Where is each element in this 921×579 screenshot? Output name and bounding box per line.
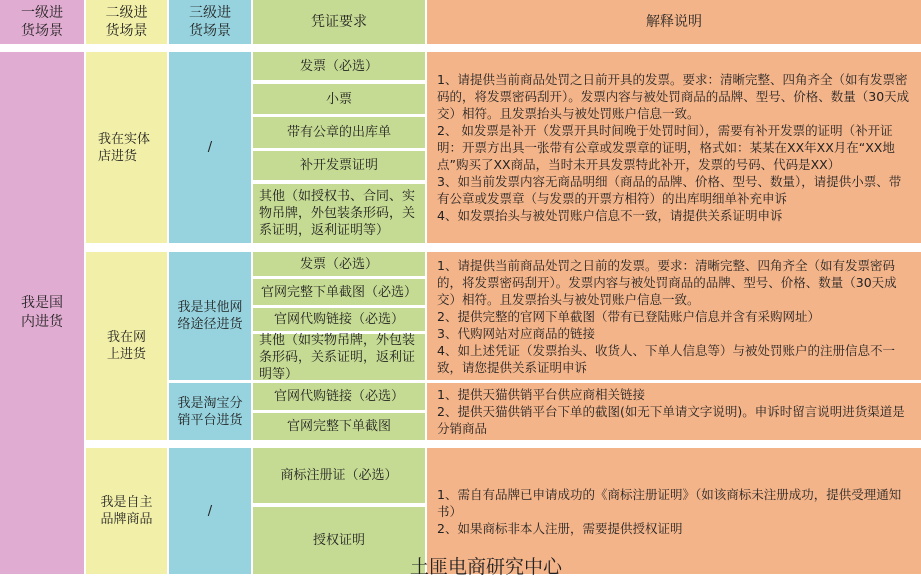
requirement-item: 官网完整下单截图 bbox=[253, 413, 425, 440]
requirement-item: 小票 bbox=[253, 84, 425, 114]
requirement-item: 官网代购链接（必选） bbox=[253, 308, 425, 331]
level2-online: 我在网 上进货 bbox=[86, 252, 167, 440]
requirement-item: 授权证明 bbox=[253, 507, 425, 574]
header-requirements: 凭证要求 bbox=[253, 0, 425, 44]
explanation-other-online: 1、请提供当前商品处罚之日前的发票。要求：清晰完整、四角齐全（如有发票密码的，将发票密码刮开）。发票内容与被处罚商品的品牌、型号、价格、数量（30天成交）相符。且发票抬头与被处罚账户信息一致。 2、提供完整的官网下单截图（带有已登陆账户信息并含有采购网址） 3、代购网站对应商品的链接 4、如上述凭证（发票抬头、收货人、下单人信息等）与被处罚账户的注册信息不一致，请您提供关系证明申诉 bbox=[427, 252, 921, 380]
watermark: 土匪电商研究中心 bbox=[410, 556, 563, 578]
header-level3: 三级进 货场景 bbox=[169, 0, 251, 44]
header-level2: 二级进 货场景 bbox=[86, 0, 167, 44]
requirement-item: 商标注册证（必选） bbox=[253, 448, 425, 503]
level2-physical-store: 我在实体 店进货 bbox=[86, 52, 167, 243]
level3-taobao-distribution: 我是淘宝分 销平台进货 bbox=[169, 383, 251, 440]
explanation-taobao-distribution: 1、提供天猫供销平台供应商相关链接 2、提供天猫供销平台下单的截图(如无下单请文字说明)。申诉时留言说明进货渠道是分销商品 bbox=[427, 383, 921, 440]
level2-own-brand: 我是自主 品牌商品 bbox=[86, 448, 167, 574]
header-explanation: 解释说明 bbox=[427, 0, 921, 44]
requirement-item: 其他（如授权书、合同、实物吊牌，外包装条形码，关系证明，返利证明等） bbox=[253, 184, 425, 243]
explanation-physical-store: 1、请提供当前商品处罚之日前开具的发票。要求：清晰完整、四角齐全（如有发票密码的，将发票密码刮开）。发票内容与被处罚商品的品牌、型号、价格、数量（30天成交）相符。且发票抬头与被处罚账户信息一致。 2、 如发票是补开（发票开具时间晚于处罚时间），需要有补开发票的证明（补开证明：开票方出具一张带有公章或发票章的证明，格式如：某某在XX年XX月在“XX地点”购买了XX商品，当时未开具发票特此补开，发票的号码、代码是XX） 3、如当前发票内容无商品明细（商品的品牌、价格、型号、数量），请提供小票、带有公章或发票章（与发票的开票方相符）的出库明细单补充申诉 4、如发票抬头与被处罚账户信息不一致，请提供关系证明申诉 bbox=[427, 52, 921, 243]
requirement-item: 发票（必选） bbox=[253, 252, 425, 276]
requirement-item: 发票（必选） bbox=[253, 52, 425, 80]
explanation-own-brand: 1、需自有品牌已申请成功的《商标注册证明》（如该商标未注册成功，提供受理通知书） 2、如果商标非本人注册，需要提供授权证明 bbox=[427, 448, 921, 574]
level3-other-online: 我是其他网 络途径进货 bbox=[169, 252, 251, 380]
level3-none: / bbox=[169, 448, 251, 574]
level3-none: / bbox=[169, 52, 251, 243]
level1-cell: 我是国 内进货 bbox=[0, 52, 84, 574]
requirement-item: 其他（如实物吊牌，外包装条形码，关系证明，返利证明等） bbox=[253, 334, 425, 380]
requirement-item: 带有公章的出库单 bbox=[253, 117, 425, 148]
requirement-item: 官网完整下单截图（必选） bbox=[253, 279, 425, 305]
header-level1: 一级进 货场景 bbox=[0, 0, 84, 44]
requirement-item: 官网代购链接（必选） bbox=[253, 383, 425, 410]
requirement-item: 补开发票证明 bbox=[253, 151, 425, 180]
